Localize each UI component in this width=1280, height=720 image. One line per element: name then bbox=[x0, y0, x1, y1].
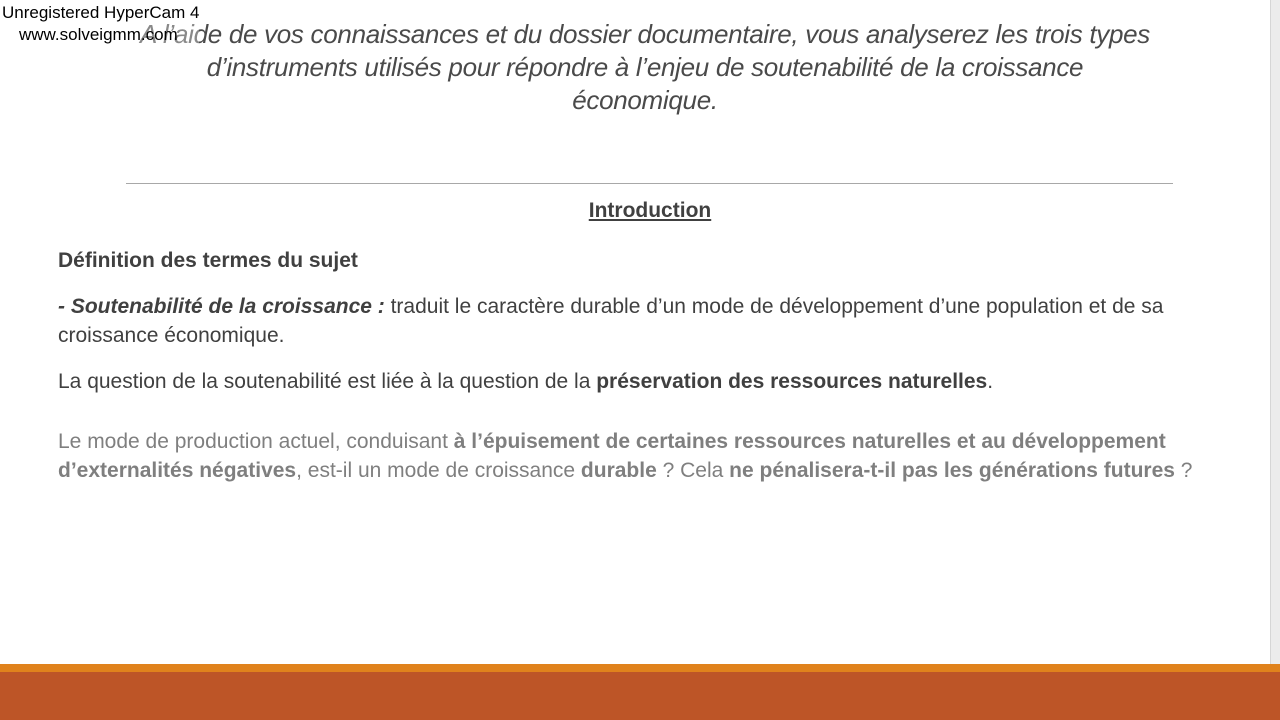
problem-bold-3: ne pénalisera-t-il pas les générations futures bbox=[729, 459, 1175, 482]
question-suffix: . bbox=[987, 370, 994, 393]
subheading: Définition des termes du sujet bbox=[58, 249, 358, 272]
question-prefix: La question de la soutenabilité est liée à la question de la bbox=[58, 370, 597, 393]
accent-line bbox=[0, 664, 1280, 672]
problem-text-4: ? bbox=[1174, 459, 1193, 482]
problem-text-1: Le mode de production actuel, conduisant bbox=[58, 430, 454, 453]
definition-text: traduit le caractère durable d’un mode de développement d’une population et de sa croissance économique. bbox=[58, 295, 1164, 347]
slide-content bbox=[58, 246, 1238, 485]
watermark-line-2: www.solveigmm.com bbox=[19, 25, 178, 44]
problem-text-3: ? Cela bbox=[656, 459, 730, 482]
problem-text-2: , est-il un mode de croissance bbox=[296, 459, 581, 482]
problem-bold-2: durable bbox=[580, 459, 657, 482]
recorder-watermark bbox=[2, 2, 199, 46]
vertical-scrollbar[interactable] bbox=[1270, 0, 1280, 664]
watermark-line-1: Unregistered HyperCam 4 bbox=[2, 3, 200, 22]
problem-bold-1: à l’épuisement de certaines ressources naturelles et au développement d’externalités négatives bbox=[58, 430, 1166, 482]
footer-bar bbox=[0, 672, 1280, 720]
definition-term: - Soutenabilité de la croissance : bbox=[58, 295, 385, 318]
section-heading: Introduction bbox=[588, 199, 712, 222]
slide-title: A l’aide de vos connaissances et du dossier documentaire, vous analyserez les trois types d’instruments utilisés pour répondre à l’enjeu de soutenabilité de la croissance économique. bbox=[140, 19, 1151, 115]
title-divider bbox=[126, 183, 1173, 184]
problem-paragraph bbox=[58, 427, 1238, 485]
definition-paragraph bbox=[58, 292, 1238, 350]
question-bold: préservation des ressources naturelles bbox=[596, 370, 988, 393]
question-paragraph bbox=[58, 367, 1238, 396]
